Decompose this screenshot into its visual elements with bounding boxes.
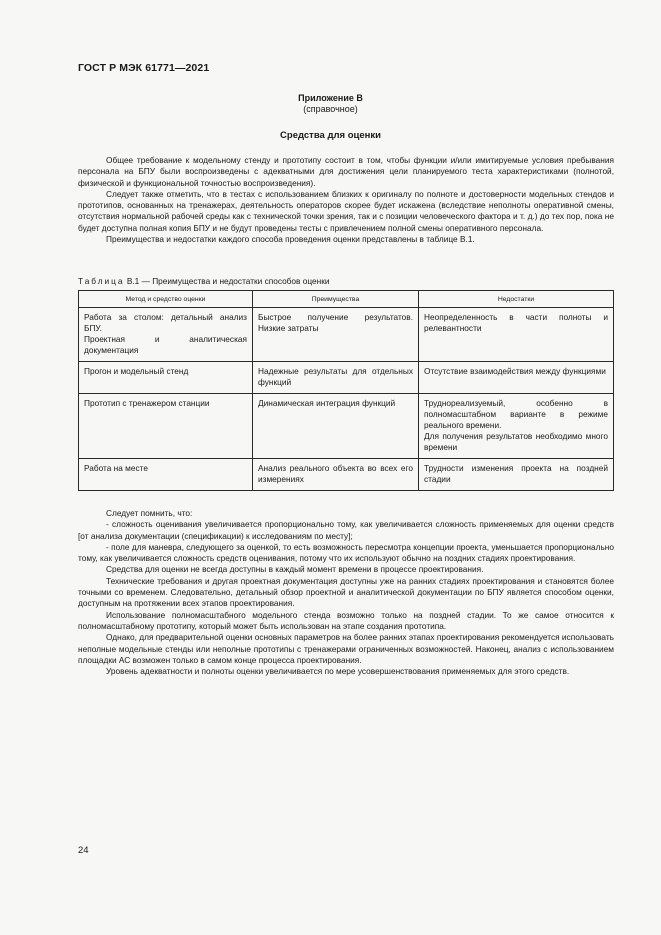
table-caption-label: Таблица xyxy=(78,276,125,286)
disadvantages-cell xyxy=(419,362,614,394)
disadvantages-cell xyxy=(419,308,614,362)
paragraph: Однако, для предварительной оценки основных параметров на более ранних этапах проектирования рекомендуется использовать неполные модельные стенды или неполные прототипы с тренажерами ограниченных возможностей. Наконец, анализ с использованием площадки АС возможен только в самом конце процесса проектирования. xyxy=(78,632,614,665)
table-caption xyxy=(78,276,330,286)
table-row xyxy=(79,394,614,459)
cell-line: Для получения результатов необходимо много времени xyxy=(424,431,608,452)
advantages-cell xyxy=(253,362,419,394)
table-caption-text: В.1 — Преимущества и недостатки способов оценки xyxy=(126,276,330,286)
list-item: - поле для маневра, следующего за оценкой, то есть возможность пересмотра концепции проекта, уменьшается пропорционально тому, как увеличивается сложность средств оценивания, потому что их используют обычно на поздних стадиях проектирования. xyxy=(78,541,614,564)
cell-line: Прототип с тренажером станции xyxy=(84,398,210,408)
page-number: 24 xyxy=(78,845,89,856)
cell-line: Труднореализуемый, особенно в полномасштабном варианте в режиме реального времени. xyxy=(424,398,608,430)
paragraph: Средства для оценки не всегда доступны в каждый момент времени в процессе проектирования. xyxy=(106,564,484,575)
cell-line: Отсутствие взаимодействия между функциями xyxy=(424,366,606,376)
conclusion-text xyxy=(78,508,614,677)
annex-heading xyxy=(0,93,661,115)
advantages-cell xyxy=(253,459,419,491)
section-title: Средства для оценки xyxy=(280,130,381,141)
evaluation-methods-table xyxy=(78,290,614,491)
cell-line: Трудности изменения проекта на поздней стадии xyxy=(424,463,608,484)
cell-line: Анализ реального объекта во всех его измерениях xyxy=(258,463,413,484)
paragraph: Технические требования и другая проектная документация доступны уже на ранних стадиях проектирования и становятся более точными со временем. Следовательно, детальный обзор проектной и аналитической документации по БПУ является способом оценки, доступным на протяжении всех этапов проектирования. xyxy=(78,575,614,609)
disadvantages-cell xyxy=(419,459,614,491)
table-header-row xyxy=(79,291,614,308)
advantages-cell xyxy=(253,308,419,362)
annex-subtitle: (справочное) xyxy=(303,104,358,114)
cell-line: Работа за столом: детальный анализ БПУ. xyxy=(84,312,247,333)
cell-line: Прогон и модельный стенд xyxy=(84,366,189,376)
method-cell xyxy=(79,362,253,394)
advantages-cell xyxy=(253,394,419,459)
table-row xyxy=(79,308,614,362)
cell-line: Надежные результаты для отдельных функций xyxy=(258,366,413,387)
paragraph: Следует помнить, что: xyxy=(106,508,193,518)
method-cell xyxy=(79,308,253,362)
annex-title: Приложение В xyxy=(298,93,363,103)
table-row xyxy=(79,362,614,394)
method-cell xyxy=(79,459,253,491)
cell-line: Работа на месте xyxy=(84,463,148,473)
column-header: Недостатки xyxy=(419,291,614,308)
standard-header: ГОСТ Р МЭК 61771—2021 xyxy=(78,62,210,74)
paragraph: Следует также отметить, что в тестах с использованием близких к оригиналу по полноте и достоверности модельных стендов и прототипов, основанных на тренажерах, деятельность операторов скорее будет искажена (вследствие неполноты оперативной смены, отсутствия нормальной рабочей среды как с технической точки зрения, так и с позиции человеческого фактора и т. д.) до тех пор, пока не будет доступна полная копия БПУ и не будут проведены тесты с привлечением полной смены оперативного персонала. xyxy=(78,188,614,233)
cell-line: Неопределенность в части полноты и релевантности xyxy=(424,312,608,333)
cell-line: Динамическая интеграция функций xyxy=(258,398,396,408)
cell-line: Проектная и аналитическая документация xyxy=(84,334,247,355)
method-cell xyxy=(79,394,253,459)
column-header: Метод и средство оценки xyxy=(79,291,253,308)
paragraph: Использование полномасштабного модельного стенда возможно только на поздней стадии. То же самое относится к полномасштабному прототипу, который может быть использован на этапе создания прототипа. xyxy=(78,609,614,631)
column-header: Преимущества xyxy=(253,291,419,308)
cell-line: Быстрое получение результатов. Низкие затраты xyxy=(258,312,413,333)
table-row xyxy=(79,459,614,491)
intro-text xyxy=(78,155,614,245)
paragraph: Общее требование к модельному стенду и прототипу состоит в том, чтобы функции и/или имитируемые условия пребывания персонала на БПУ были воспроизведены с адекватными для достижения цели планируемого теста характеристиками (полнотой, физической и функциональной точностью воспроизведения). xyxy=(78,155,614,188)
paragraph: Уровень адекватности и полноты оценки увеличивается по мере усовершенствования применяемых для этого средств. xyxy=(106,666,570,677)
disadvantages-cell xyxy=(419,394,614,459)
list-item: - сложность оценивания увеличивается пропорционально тому, как увеличивается сложность применяемых для оценки средств [от анализа документации (спецификации) к исследованиям по месту]; xyxy=(78,519,614,541)
paragraph: Преимущества и недостатки каждого способа проведения оценки представлены в таблице В.1. xyxy=(106,234,475,245)
